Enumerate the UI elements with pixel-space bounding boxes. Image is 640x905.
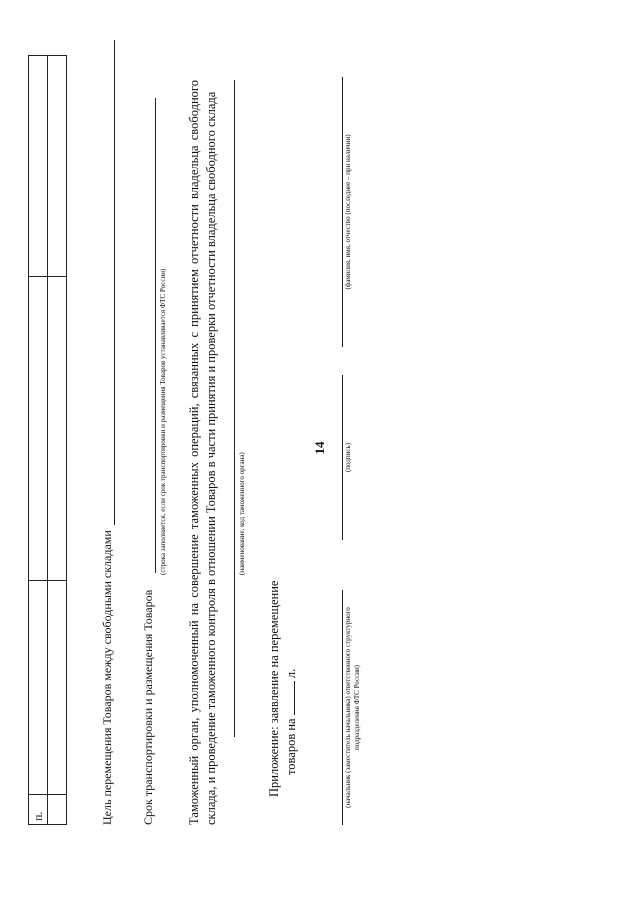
table-cell bbox=[48, 277, 67, 581]
position-signature-line bbox=[342, 590, 343, 825]
sign-caption: (подпись) bbox=[344, 442, 352, 473]
rotated-document-body bbox=[0, 65, 600, 865]
table-row bbox=[29, 56, 48, 825]
position-caption: (начальник (заместитель начальника) ответственного структурного подразделения ФТС России) bbox=[344, 607, 361, 808]
term-label: Срок транспортировки и размещения Товаров bbox=[141, 589, 155, 825]
table-cell bbox=[29, 56, 48, 277]
goods-table bbox=[28, 55, 67, 825]
purpose-label: Цель перемещения Товаров между свободными складами bbox=[100, 530, 114, 825]
table-row bbox=[48, 56, 67, 825]
table-cell bbox=[29, 277, 48, 581]
attachment-block bbox=[266, 581, 300, 797]
table-cell bbox=[48, 56, 67, 277]
sign-line bbox=[342, 375, 343, 540]
table-cell bbox=[48, 581, 67, 795]
term-note: (строка заполняется, если срок транспортировки и размещения Товаров устанавливается ФТС России) bbox=[159, 268, 167, 575]
customs-note: (наименование, код таможенного органа) bbox=[238, 452, 246, 575]
attachment-line2 bbox=[283, 581, 300, 797]
purpose-fill-line bbox=[114, 40, 115, 525]
name-caption: (фамилия, имя, отчество (последнее – при наличии) bbox=[344, 134, 352, 290]
table-cell bbox=[48, 795, 67, 825]
customs-fill-line bbox=[234, 80, 235, 737]
term-fill-line bbox=[155, 98, 156, 573]
table-cell-row-label: п. bbox=[29, 795, 48, 825]
attachment-suffix: л. bbox=[284, 668, 298, 679]
attachment-line1: Приложение: заявление на перемещение bbox=[267, 580, 281, 797]
attachment-prefix: товаров на bbox=[284, 718, 298, 775]
name-signature-line bbox=[342, 77, 343, 347]
attachment-pages-blank bbox=[294, 681, 295, 715]
customs-paragraph: Таможенный орган, уполномоченный на совершение таможенных операций, связанных с принятием отчетности владельца свободного склада, и проведение таможенного контроля в отношении Товаров в части принятия и проверки отчетности владельца свободного склада bbox=[187, 80, 218, 825]
table-cell bbox=[29, 581, 48, 795]
page-number: 14 bbox=[312, 441, 327, 455]
